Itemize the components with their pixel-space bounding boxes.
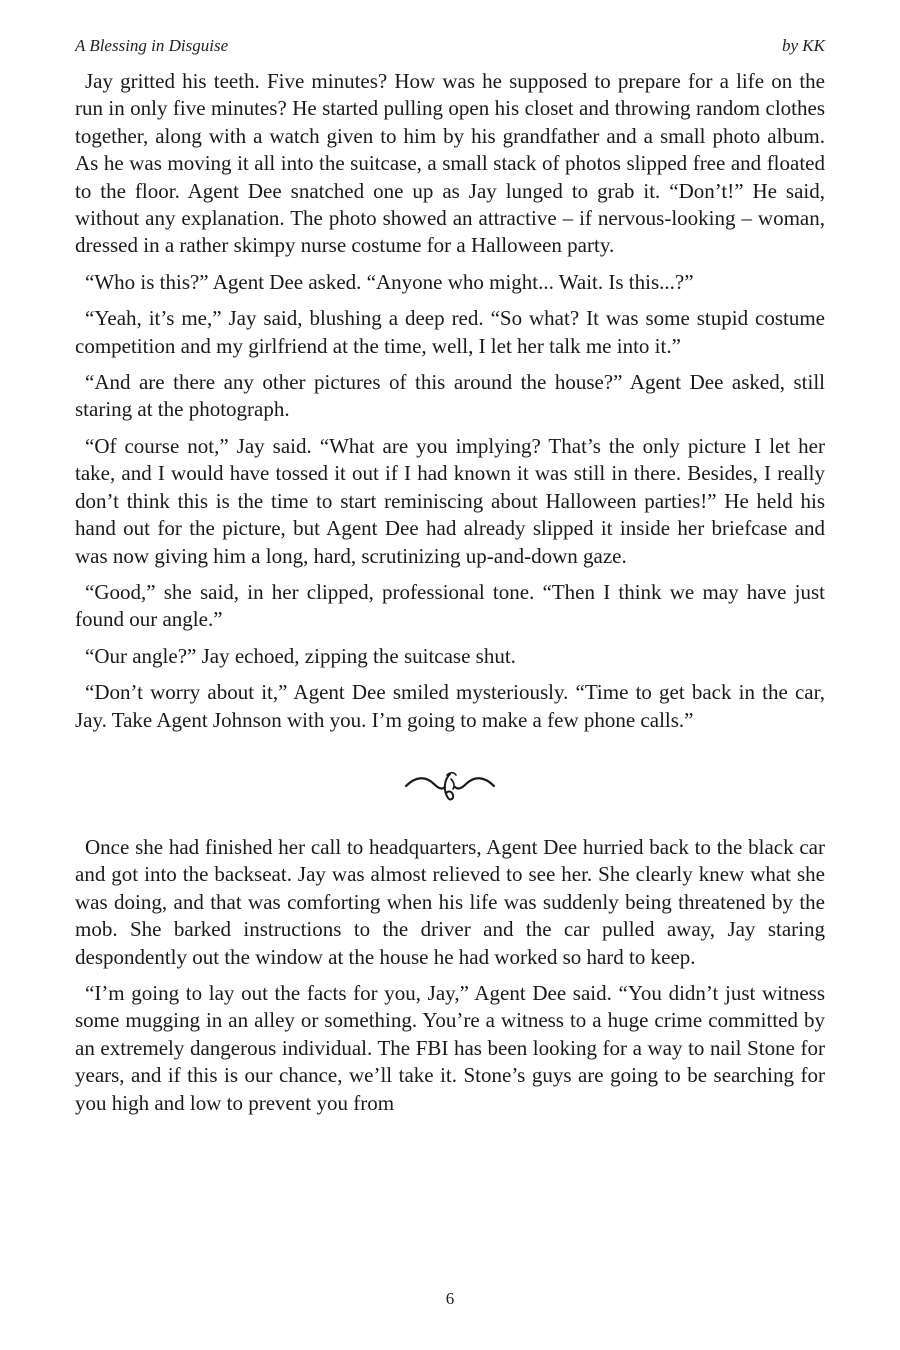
page-body xyxy=(75,68,825,1126)
section-break xyxy=(75,744,825,828)
paragraph: Jay gritted his teeth. Five minutes? How was he supposed to prepare for a life on the run in only five minutes? He started pulling open his closet and throwing random clothes together, along with a watch given to him by his grandfather and a small photo album. As he was moving it all into the suitcase, a small stack of photos slipped free and floated to the floor. Agent Dee snatched one up as Jay lunged to grab it. “Don’t!” He said, without any explanation. The photo showed an attractive – if nervous-looking – woman, dressed in a rather skimpy nurse costume for a Halloween party. xyxy=(75,69,825,258)
paragraph: “I’m going to lay out the facts for you, Jay,” Agent Dee said. “You didn’t just witness some mugging in an alley or something. You’re a witness to a huge crime committed by an extremely dangerous individual. The FBI has been looking for a way to nail Stone for years, and if this is our chance, we’ll take it. Stone’s guys are going to be searching for you high and low to prevent you from xyxy=(75,980,825,1115)
paragraph: “Of course not,” Jay said. “What are you implying? That’s the only picture I let her take, and I would have tossed it out if I had known it was still in there. Besides, I really don’t think this is the time to start reminiscing about Halloween parties!” He held his hand out for the picture, but Agent Dee had already slipped it inside her briefcase and was now giving him a long, hard, scrutinizing up-and-down gaze. xyxy=(75,433,825,568)
paragraph: “Who is this?” Agent Dee asked. “Anyone who might... Wait. Is this...?” xyxy=(85,269,694,294)
page-number: 6 xyxy=(445,1289,455,1308)
paragraph: “And are there any other pictures of this around the house?” Agent Dee asked, still staring at the photograph. xyxy=(75,370,825,422)
flourish-divider-icon xyxy=(402,766,498,806)
paragraph: “Yeah, it’s me,” Jay said, blushing a deep red. “So what? It was some stupid costume competition and my girlfriend at the time, well, I let her talk me into it.” xyxy=(75,306,825,358)
author-name: by KK xyxy=(782,36,825,55)
running-header xyxy=(75,36,825,60)
paragraph: Once she had finished her call to headquarters, Agent Dee hurried back to the black car and got into the backseat. Jay was almost relieved to see her. She clearly knew what she was doing, and that was comforting when his life was suddenly being threatened by the mob. She barked instructions to the driver and the car pulled away, Jay staring despondently out the window at the house he had worked so hard to keep. xyxy=(75,834,825,969)
book-title: A Blessing in Disguise xyxy=(75,36,229,55)
paragraph: “Don’t worry about it,” Agent Dee smiled mysteriously. “Time to get back in the car, Jay. Take Agent Johnson with you. I’m going to make a few phone calls.” xyxy=(75,680,825,732)
paragraph: “Good,” she said, in her clipped, professional tone. “Then I think we may have just found our angle.” xyxy=(75,579,825,632)
paragraph: “Our angle?” Jay echoed, zipping the suitcase shut. xyxy=(85,643,516,668)
